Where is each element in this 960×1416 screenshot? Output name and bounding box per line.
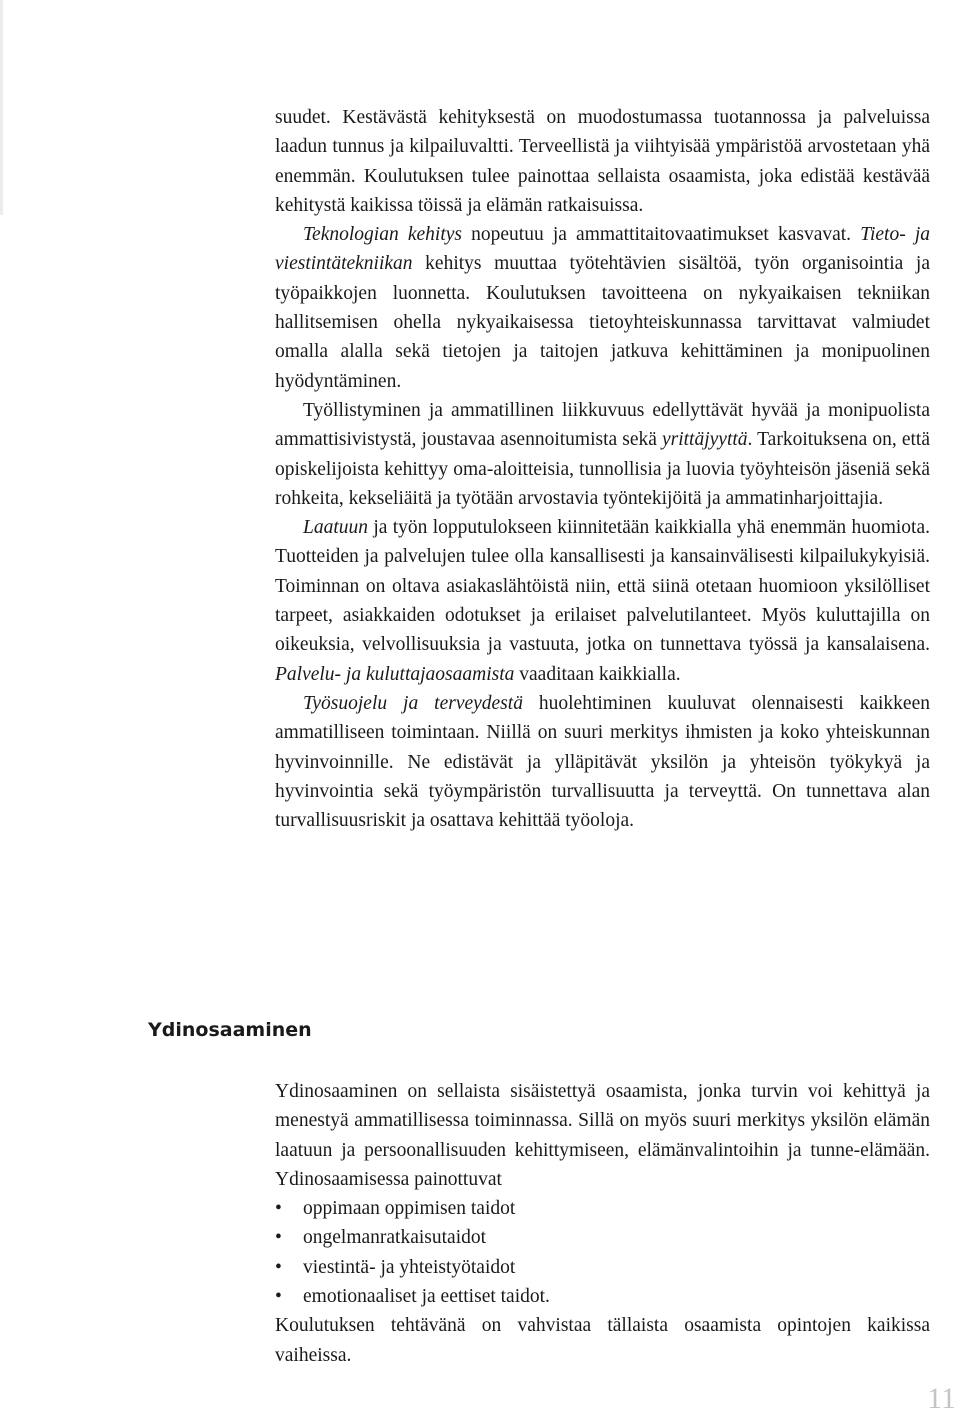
page-number: 11 bbox=[927, 1382, 956, 1415]
text-run: . Tarkoituksena on, että opiskelijoista kehittyy oma-aloitteisia, tunnollisia ja luovia työyhteisön jäseniä sekä rohkeita, kekseliäitä ja työtään arvostavia työntekijöitä ja ammatinharjoittajia. bbox=[275, 429, 930, 509]
body-paragraph bbox=[275, 220, 930, 396]
body-paragraph bbox=[275, 513, 930, 689]
page-edge-mark bbox=[0, 0, 3, 215]
bullet-dot-icon: • bbox=[275, 1227, 282, 1249]
text-run: vaaditaan kaikkialla. bbox=[514, 663, 681, 685]
text-run: kehitys muuttaa työtehtävien sisältöä, työn organisointia ja työpaikkojen luonnetta. Koulutuksen tavoitteena on nykyaikaisen tekniikan hallitsemisen ohella nykyaikaisessa tietoyhteiskunnassa tarvittavat valmiudet omalla alalla sekä tietojen ja taitojen jatkuva kehittäminen ja monipuolinen hyödyntäminen. bbox=[275, 253, 930, 392]
text-run: suudet. Kestävästä kehityksestä on muodostumassa tuotannossa ja palveluissa laadun tunnus ja kilpailuvaltti. Terveellistä ja viihtyisää ympäristöä arvostetaan yhä enemmän. Koulutuksen tulee painottaa sellaista osaamista, joka edistää kestävää kehitystä kaikissa töissä ja elämän ratkaisuissa. bbox=[275, 107, 930, 216]
body-paragraph bbox=[275, 689, 930, 835]
emphasis-text: Tieto- ja viestintätekniikan bbox=[275, 224, 931, 275]
section-intro: Ydinosaaminen on sellaista sisäistettyä osaamista, jonka turvin voi kehittyä ja menestyä ammatillisessa toiminnassa. Sillä on myös suuri merkitys yksilön elämän laatuun ja persoonallisuuden kehittymiseen, elämänvalintoihin ja tunne-elämään. Ydinosaamisessa painottuvat bbox=[275, 1081, 930, 1190]
text-run: ja työn lopputulokseen kiinnitetään kaikkialla yhä enemmän huomiota. Tuotteiden ja palvelujen tulee olla kansallisesti ja kansainvälisesti kilpailukykyisiä. Toiminnan on oltava asiakaslähtöistä niin, että siinä otetaan huomioon yksilölliset tarpeet, asiakkaiden odotukset ja erilaiset palvelutilanteet. Myös kuluttajilla on oikeuksia, velvollisuuksia ja vastuuta, jotka on tunnettava työssä ja kansalaisena. bbox=[275, 517, 930, 656]
text-run: huolehtiminen kuuluvat olennaisesti kaikkeen ammatilliseen toimintaan. Niillä on suuri merkitys ihmisten ja koko yhteiskunnan hyvinvoinnille. Ne edistävät ja ylläpitävät yksilön ja yhteisön työkykyä ja hyvinvointia sekä työympäristön turvallisuutta ja terveyttä. On tunnettava alan turvallisuusriskit ja osattava kehittää työoloja. bbox=[275, 692, 930, 832]
section-outro: Koulutuksen tehtävänä on vahvistaa tällaista osaamista opintojen kaikissa vaiheissa. bbox=[275, 1315, 930, 1366]
body-paragraph bbox=[275, 396, 930, 513]
emphasis-text: yrittäjyyttä bbox=[661, 429, 748, 451]
bullet-item: • oppimaan oppimisen taidot bbox=[275, 1194, 930, 1223]
bullet-item: • emotionaaliset ja eettiset taidot. bbox=[275, 1282, 930, 1311]
section-text bbox=[275, 1077, 930, 1370]
text-run: Työllistyminen ja ammatillinen liikkuvuus edellyttävät hyvää ja monipuolista ammattisivistystä, joustavaa asennoitumista sekä bbox=[275, 399, 930, 451]
emphasis-text: Teknologian kehitys bbox=[303, 224, 462, 246]
emphasis-text: Työsuojelu ja terveydestä bbox=[303, 692, 523, 714]
body-paragraph bbox=[275, 103, 930, 220]
emphasis-text: Laatuun bbox=[303, 517, 369, 539]
bullet-item: • viestintä- ja yhteistyötaidot bbox=[275, 1253, 930, 1282]
section-heading: Ydinosaaminen bbox=[148, 1019, 312, 1041]
bullet-dot-icon: • bbox=[275, 1198, 282, 1220]
bullet-item: • ongelmanratkaisutaidot bbox=[275, 1223, 930, 1252]
emphasis-text: Palvelu- ja kuluttajaosaamista bbox=[275, 663, 515, 685]
body-text bbox=[275, 103, 930, 835]
text-run: nopeutuu ja ammattitaitovaatimukset kasvavat. bbox=[461, 224, 861, 246]
bullet-dot-icon: • bbox=[275, 1286, 282, 1308]
bullet-dot-icon: • bbox=[275, 1256, 282, 1278]
bullet-list bbox=[275, 1194, 930, 1311]
